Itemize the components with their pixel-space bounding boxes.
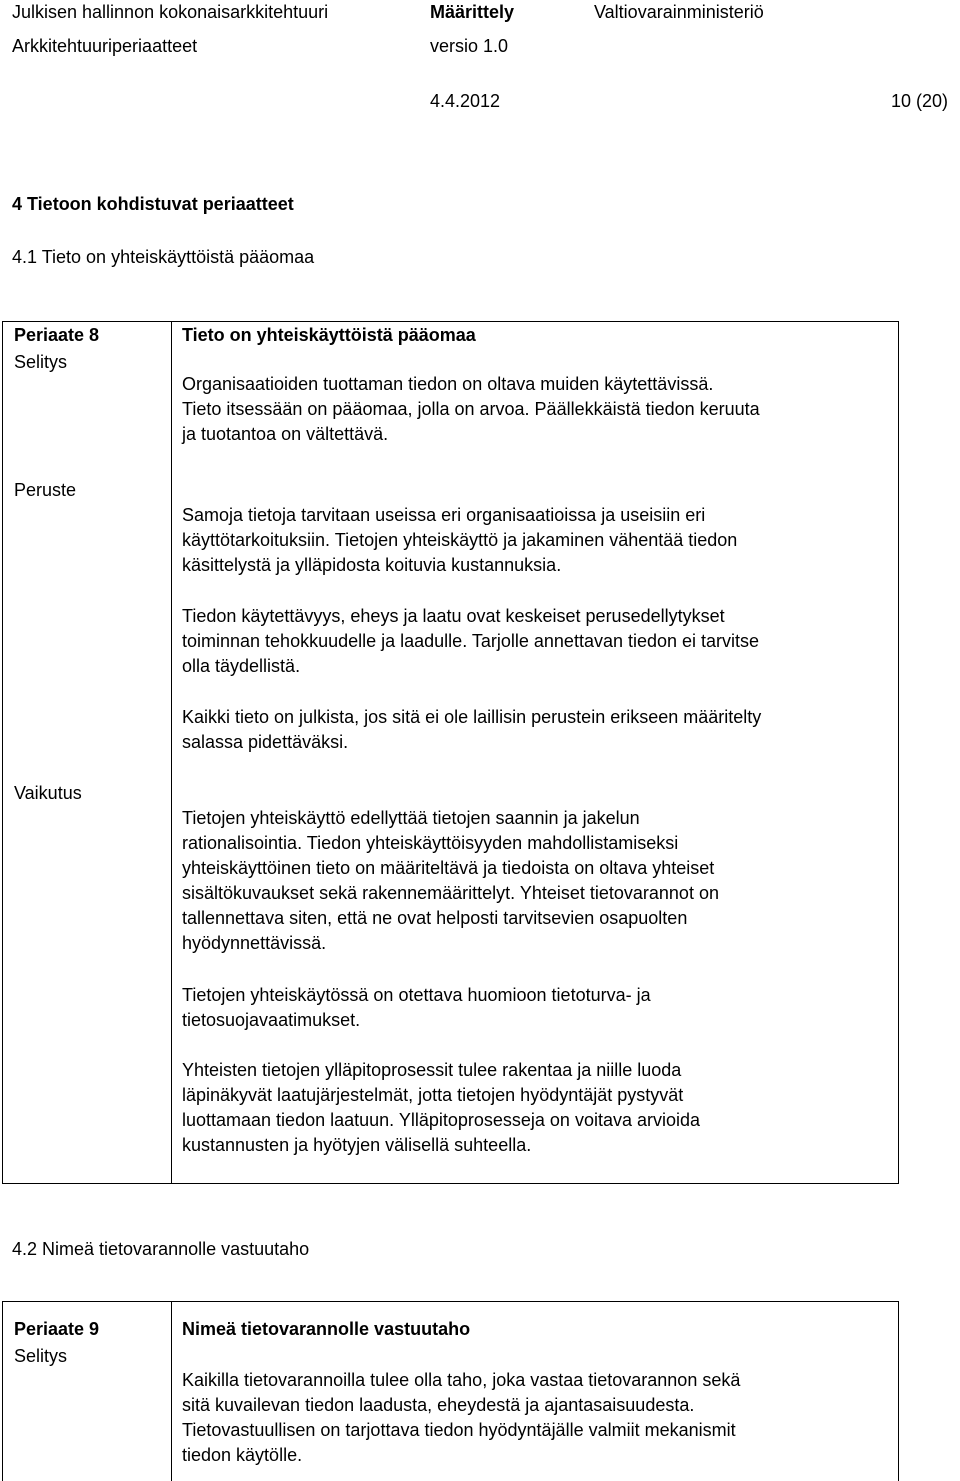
impact-label: Vaikutus	[14, 783, 82, 803]
impact-paragraph	[182, 1058, 700, 1158]
principle-number-label: Periaate 9	[14, 1319, 100, 1339]
subsection-title-2: 4.2 Nimeä tietovarannolle vastuutaho	[12, 1239, 310, 1259]
text-line: sisältökuvaukset sekä rakennemäärittelyt. Yhteiset tietovarannot on	[182, 883, 719, 903]
text-line: Kaikki tieto on julkista, jos sitä ei ole laillisin perustein erikseen määritelty	[182, 707, 762, 727]
header-doc-type: Määrittely	[430, 2, 515, 22]
impact-paragraph	[182, 806, 719, 956]
principle-9-table	[2, 1301, 899, 1481]
text-line: yhteiskäyttöinen tieto on määriteltävä ja tiedoista on oltava yhteiset	[182, 858, 715, 878]
explanation-paragraph	[182, 1368, 740, 1468]
impact-paragraph	[182, 983, 651, 1033]
principle-number-label: Periaate 8	[14, 325, 100, 345]
text-line: ja tuotantoa on vältettävä.	[182, 424, 389, 444]
text-line: Tietojen yhteiskäytössä on otettava huomioon tietoturva- ja	[182, 985, 651, 1005]
header-page-number: 10 (20)	[891, 91, 949, 111]
text-line: läpinäkyvät laatujärjestelmät, jotta tietojen hyödyntäjät pystyvät	[182, 1085, 684, 1105]
text-line: Yhteisten tietojen ylläpitoprosessit tulee rakentaa ja niille luoda	[182, 1060, 682, 1080]
text-line: käsittelystä ja ylläpidosta koituvia kustannuksia.	[182, 555, 562, 575]
header-ministry: Valtiovarainministeriö	[594, 2, 764, 22]
basis-paragraph	[182, 604, 759, 679]
text-line: Samoja tietoja tarvitaan useissa eri organisaatioissa ja useisiin eri	[182, 505, 706, 525]
text-line: rationalisointia. Tiedon yhteiskäyttöisyyden mahdollistamiseksi	[182, 833, 679, 853]
subsection-title-1: 4.1 Tieto on yhteiskäyttöistä pääomaa	[12, 247, 315, 267]
section-title: 4 Tietoon kohdistuvat periaatteet	[12, 194, 294, 214]
basis-paragraph	[182, 705, 761, 755]
column-divider	[171, 322, 172, 1183]
text-line: sitä kuvailevan tiedon laadusta, eheydestä ja ajantasaisuudesta.	[182, 1395, 695, 1415]
header-organization: Julkisen hallinnon kokonaisarkkitehtuuri	[12, 2, 329, 22]
principle-title: Nimeä tietovarannolle vastuutaho	[182, 1319, 471, 1339]
text-line: Organisaatioiden tuottaman tiedon on oltava muiden käytettävissä.	[182, 374, 714, 394]
explanation-label: Selitys	[14, 352, 68, 372]
text-line: toiminnan tehokkuudelle ja laadulle. Tarjolle annettavan tiedon ei tarvitse	[182, 631, 760, 651]
column-divider	[171, 1302, 172, 1481]
basis-paragraph	[182, 503, 737, 578]
text-line: Tieto itsessään on pääomaa, jolla on arvoa. Päällekkäistä tiedon keruuta	[182, 399, 760, 419]
header-doc-name: Arkkitehtuuriperiaatteet	[12, 36, 198, 56]
header-date: 4.4.2012	[430, 91, 501, 111]
header-version: versio 1.0	[430, 36, 509, 56]
text-line: kustannusten ja hyötyjen välisellä suhteella.	[182, 1135, 532, 1155]
text-line: tallennettava siten, että ne ovat helposti tarvitsevien osapuolten	[182, 908, 688, 928]
text-line: käyttötarkoituksiin. Tietojen yhteiskäyttö ja jakaminen vähentää tiedon	[182, 530, 738, 550]
principle-8-table	[2, 321, 899, 1184]
principle-title: Tieto on yhteiskäyttöistä pääomaa	[182, 325, 476, 345]
text-line: luottamaan tiedon laatuun. Ylläpitoprosesseja on voitava arvioida	[182, 1110, 701, 1130]
text-line: salassa pidettäväksi.	[182, 732, 349, 752]
explanation-label: Selitys	[14, 1346, 68, 1366]
text-line: Kaikilla tietovarannoilla tulee olla taho, joka vastaa tietovarannon sekä	[182, 1370, 741, 1390]
basis-label: Peruste	[14, 480, 77, 500]
explanation-paragraph	[182, 372, 760, 447]
text-line: hyödynnettävissä.	[182, 933, 327, 953]
text-line: tiedon käytölle.	[182, 1445, 303, 1465]
text-line: Tiedon käytettävyys, eheys ja laatu ovat keskeiset perusedellytykset	[182, 606, 725, 626]
text-line: Tietovastuullisen on tarjottava tiedon hyödyntäjälle valmiit mekanismit	[182, 1420, 736, 1440]
text-line: Tietojen yhteiskäyttö edellyttää tietojen saannin ja jakelun	[182, 808, 640, 828]
text-line: olla täydellistä.	[182, 656, 301, 676]
text-line: tietosuojavaatimukset.	[182, 1010, 361, 1030]
